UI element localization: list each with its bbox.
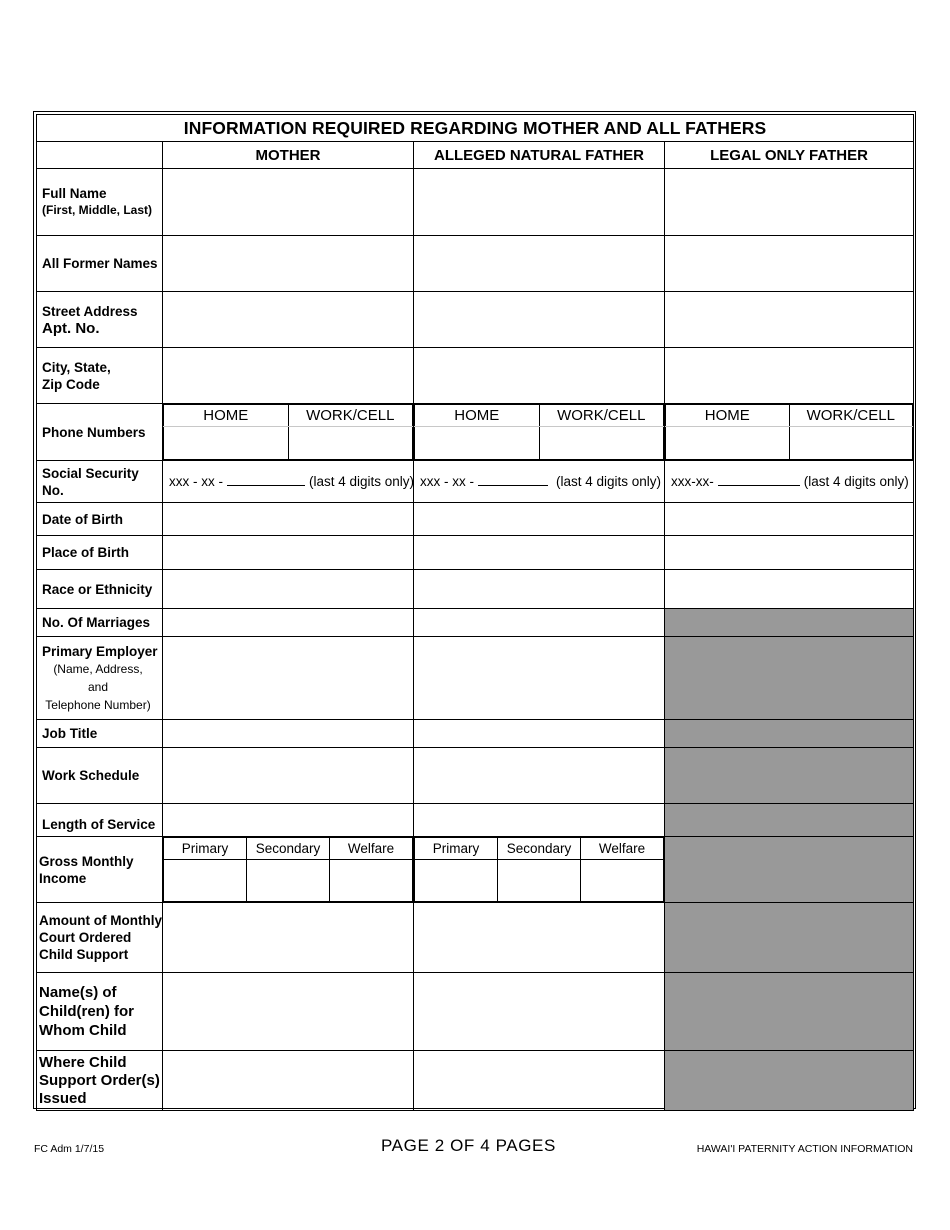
field-anf-city[interactable] (414, 348, 665, 404)
field-mother-former-names[interactable] (163, 236, 414, 292)
form-name: HAWAI'I PATERNITY ACTION INFORMATION (696, 1143, 913, 1155)
field-mother-service[interactable] (163, 804, 414, 837)
field-anf-support-amount[interactable] (414, 903, 665, 973)
field-anf-dob[interactable] (414, 503, 665, 536)
lof-phone-cell (665, 404, 914, 461)
column-header-alleged-natural-father: ALLEGED NATURAL FATHER (414, 142, 665, 169)
field-mother-children[interactable] (163, 973, 414, 1051)
field-mother-street[interactable] (163, 292, 414, 348)
shaded-lof-support-amount (665, 903, 914, 973)
lof-ssn-suffix: (last 4 digits only) (803, 474, 909, 489)
field-anf-full-name[interactable] (414, 169, 665, 236)
label-length-of-service: Length of Service (37, 804, 163, 837)
header-blank (37, 142, 163, 169)
field-anf-work-phone[interactable] (539, 427, 664, 460)
shaded-lof-schedule (665, 748, 914, 804)
label-children-names (37, 973, 163, 1051)
label-employer-line1: Primary Employer (42, 643, 158, 659)
field-mother-pob[interactable] (163, 536, 414, 570)
label-gross-monthly-income (37, 837, 163, 903)
field-lof-city[interactable] (665, 348, 914, 404)
field-mother-city[interactable] (163, 348, 414, 404)
label-place-of-birth: Place of Birth (37, 536, 163, 570)
field-lof-dob[interactable] (665, 503, 914, 536)
field-anf-street[interactable] (414, 292, 665, 348)
label-full-name-line2: (First, Middle, Last) (42, 203, 153, 217)
mother-secondary-label: Secondary (247, 838, 330, 860)
field-anf-former-names[interactable] (414, 236, 665, 292)
shaded-lof-employer (665, 637, 914, 720)
field-mother-ssn[interactable] (163, 461, 414, 503)
label-support-line3: Child Support (39, 947, 129, 962)
field-mother-full-name[interactable] (163, 169, 414, 236)
column-header-legal-only-father: LEGAL ONLY FATHER (665, 142, 914, 169)
field-anf-pob[interactable] (414, 536, 665, 570)
field-mother-income-secondary[interactable] (247, 860, 330, 902)
shaded-lof-marriages (665, 609, 914, 637)
field-anf-income-primary[interactable] (415, 860, 498, 902)
page-footer (0, 1136, 950, 1160)
field-mother-marriages[interactable] (163, 609, 414, 637)
anf-work-label: WORK/CELL (539, 405, 664, 427)
label-street-line1: Street Address (42, 303, 138, 319)
label-street-line2: Apt. No. (42, 319, 100, 337)
field-mother-job-title[interactable] (163, 720, 414, 748)
anf-welfare-label: Welfare (581, 838, 664, 860)
label-support-amount (37, 903, 163, 973)
label-income-line1: Gross Monthly (39, 853, 134, 869)
label-support-line2: Court Ordered (39, 930, 132, 945)
field-lof-street[interactable] (665, 292, 914, 348)
label-where-line3: Issued (39, 1089, 87, 1107)
anf-phone-cell (414, 404, 665, 461)
field-anf-income-welfare[interactable] (581, 860, 664, 902)
field-anf-marriages[interactable] (414, 609, 665, 637)
label-full-name (37, 169, 163, 236)
anf-primary-label: Primary (415, 838, 498, 860)
label-income-line2: Income (39, 870, 87, 886)
field-anf-service[interactable] (414, 804, 665, 837)
field-lof-pob[interactable] (665, 536, 914, 570)
mother-welfare-label: Welfare (330, 838, 413, 860)
label-where-line2: Support Order(s) (39, 1071, 160, 1089)
field-lof-former-names[interactable] (665, 236, 914, 292)
field-anf-home-phone[interactable] (415, 427, 540, 460)
lof-ssn-prefix: xxx-xx- (671, 474, 714, 489)
anf-ssn-prefix: xxx - xx - (420, 474, 474, 489)
label-city-line2: Zip Code (42, 376, 100, 392)
lof-ssn-blank[interactable] (718, 475, 800, 486)
information-form (36, 114, 913, 1106)
label-race-ethnicity: Race or Ethnicity (37, 570, 163, 609)
field-mother-employer[interactable] (163, 637, 414, 720)
form-table (36, 114, 914, 1111)
anf-income-cell (414, 837, 665, 903)
anf-ssn-blank[interactable] (478, 475, 548, 486)
field-lof-home-phone[interactable] (666, 427, 790, 460)
label-support-line1: Amount of Monthly (39, 913, 162, 928)
field-anf-where-issued[interactable] (414, 1051, 665, 1111)
label-city-line1: City, State, (42, 359, 111, 375)
field-lof-ssn[interactable] (665, 461, 914, 503)
label-job-title: Job Title (37, 720, 163, 748)
mother-income-cell (163, 837, 414, 903)
label-marriages: No. Of Marriages (37, 609, 163, 637)
anf-home-label: HOME (415, 405, 540, 427)
page-number: PAGE 2 OF 4 PAGES (381, 1136, 556, 1155)
field-mother-race[interactable] (163, 570, 414, 609)
field-anf-schedule[interactable] (414, 748, 665, 804)
label-street-address (37, 292, 163, 348)
shaded-lof-service (665, 804, 914, 837)
field-anf-income-secondary[interactable] (498, 860, 581, 902)
field-mother-schedule[interactable] (163, 748, 414, 804)
label-work-schedule: Work Schedule (37, 748, 163, 804)
field-mother-income-welfare[interactable] (330, 860, 413, 902)
mother-ssn-blank[interactable] (227, 475, 305, 486)
field-mother-home-phone[interactable] (164, 427, 289, 460)
label-children-line2: Child(ren) for (39, 1003, 134, 1020)
form-code: FC Adm 1/7/15 (34, 1143, 105, 1155)
field-mother-where-issued[interactable] (163, 1051, 414, 1111)
field-mother-support-amount[interactable] (163, 903, 414, 973)
mother-work-label: WORK/CELL (288, 405, 413, 427)
label-city-state-zip (37, 348, 163, 404)
label-employer-line3: Telephone Number) (45, 697, 151, 712)
anf-ssn-suffix: (last 4 digits only) (556, 474, 662, 489)
lof-home-label: HOME (666, 405, 790, 427)
mother-ssn-suffix: (last 4 digits only) (309, 474, 415, 489)
mother-phone-cell (163, 404, 414, 461)
field-anf-children[interactable] (414, 973, 665, 1051)
field-anf-employer[interactable] (414, 637, 665, 720)
label-employer-line2: (Name, Address, and (53, 661, 143, 694)
field-lof-race[interactable] (665, 570, 914, 609)
label-former-names: All Former Names (37, 236, 163, 292)
field-mother-dob[interactable] (163, 503, 414, 536)
column-header-mother: MOTHER (163, 142, 414, 169)
label-phone-numbers: Phone Numbers (37, 404, 163, 461)
shaded-lof-children (665, 973, 914, 1051)
form-title: INFORMATION REQUIRED REGARDING MOTHER AND ALL FATHERS (37, 115, 914, 142)
field-mother-work-phone[interactable] (288, 427, 413, 460)
label-where-issued (37, 1051, 163, 1111)
label-children-line3: Whom Child (39, 1022, 127, 1039)
shaded-lof-income (665, 837, 914, 903)
label-children-line1: Name(s) of (39, 984, 117, 1001)
field-lof-work-phone[interactable] (789, 427, 913, 460)
label-full-name-line1: Full Name (42, 186, 107, 201)
shaded-lof-where-issued (665, 1051, 914, 1111)
field-anf-job-title[interactable] (414, 720, 665, 748)
field-lof-full-name[interactable] (665, 169, 914, 236)
field-anf-ssn[interactable] (414, 461, 665, 503)
field-anf-race[interactable] (414, 570, 665, 609)
mother-home-label: HOME (164, 405, 289, 427)
label-where-line1: Where Child (39, 1053, 127, 1071)
field-mother-income-primary[interactable] (164, 860, 247, 902)
shaded-lof-job-title (665, 720, 914, 748)
mother-ssn-prefix: xxx - xx - (169, 474, 223, 489)
label-primary-employer (37, 637, 163, 720)
label-ssn: Social Security No. (37, 461, 163, 503)
anf-secondary-label: Secondary (498, 838, 581, 860)
lof-work-label: WORK/CELL (789, 405, 913, 427)
mother-primary-label: Primary (164, 838, 247, 860)
label-date-of-birth: Date of Birth (37, 503, 163, 536)
